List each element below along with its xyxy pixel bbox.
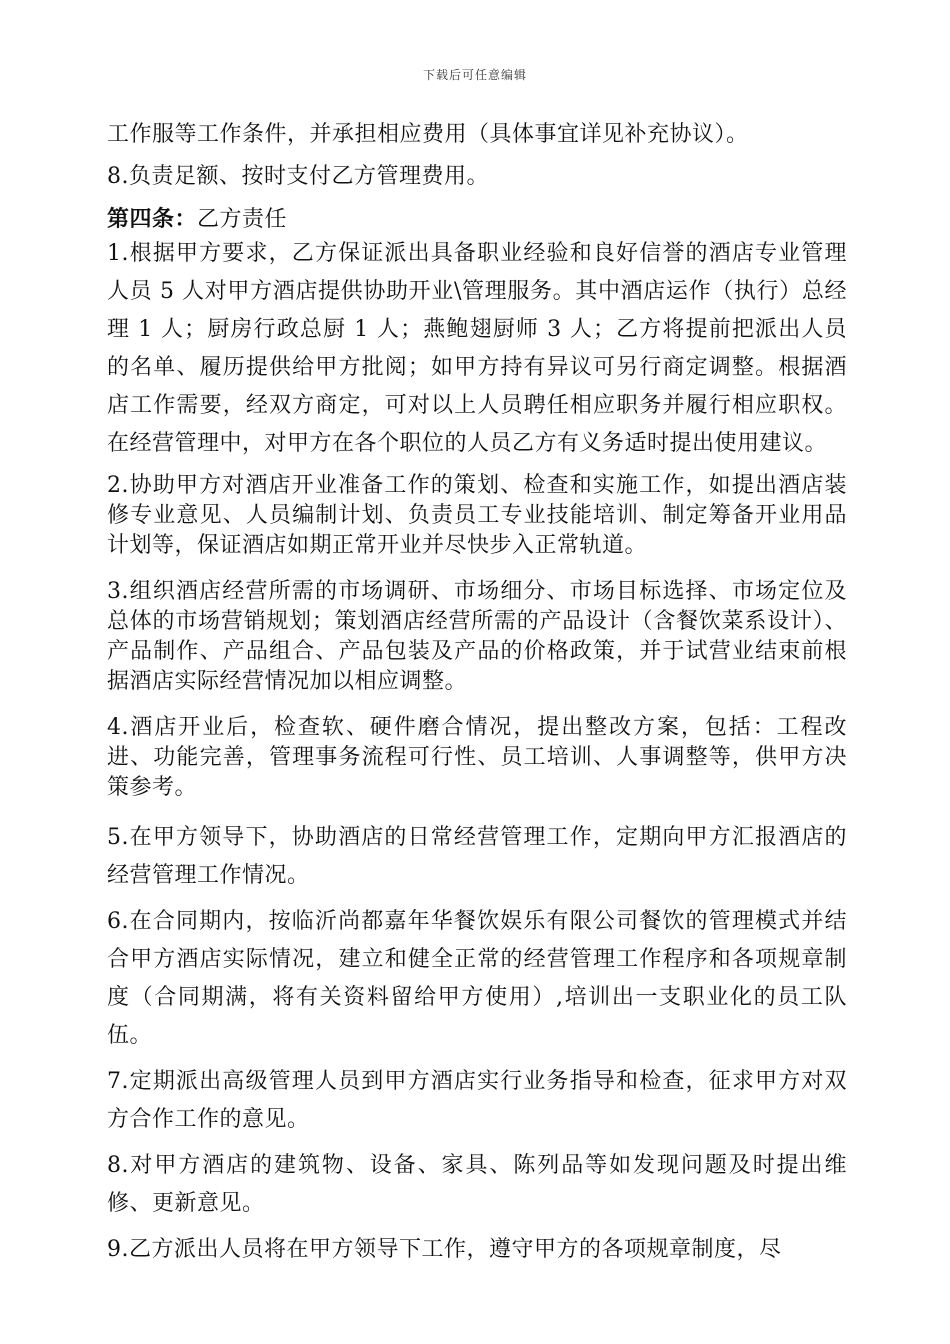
- clause-7: 7.定期派出高级管理人员到甲方酒店实行业务指导和检查，征求甲方对双方合作工作的意见。: [107, 1069, 847, 1132]
- clause-4: 4.酒店开业后，检查软、硬件磨合情况，提出整改方案，包括：工程改进、功能完善，管理事务流程可行性、员工培训、人事调整等，供甲方决策参考。: [107, 715, 847, 800]
- clause-6: 6.在合同期内，按临沂尚都嘉年华餐饮娱乐有限公司餐饮的管理模式并结合甲方酒店实际情况，建立和健全正常的经营管理工作程序和各项规章制度（合同期满，将有关资料留给甲方使用）,培训出一支职业化的员工队伍。: [107, 909, 847, 1048]
- clause-9: 9.乙方派出人员将在甲方领导下工作，遵守甲方的各项规章制度，尽: [107, 1237, 782, 1262]
- section-heading: [107, 204, 847, 235]
- document-body: [107, 120, 847, 1277]
- paragraph-item-8-payment: 8.负责足额、按时支付乙方管理费用。: [107, 164, 489, 189]
- paragraph-continued: 工作服等工作条件，并承担相应费用（具体事宜详见补充协议）。: [107, 122, 749, 147]
- section-title: 乙方责任: [197, 207, 288, 232]
- clause-5: 5.在甲方领导下，协助酒店的日常经营管理工作，定期向甲方汇报酒店的经营管理工作情况。: [107, 825, 847, 888]
- clause-3: 3.组织酒店经营所需的市场调研、市场细分、市场目标选择、市场定位及总体的市场营销规划；策划酒店经营所需的产品设计（含餐饮菜系设计）、产品制作、产品组合、产品包装及产品的价格政策，并于试营业结束前根据酒店实际经营情况加以相应调整。: [107, 579, 847, 694]
- clause-2: 2.协助甲方对酒店开业准备工作的策划、检查和实施工作，如提出酒店装修专业意见、人员编制计划、负责员工专业技能培训、制定筹备开业用品计划等，保证酒店如期正常开业并尽快步入正常轨道。: [107, 473, 847, 558]
- clause-8: 8.对甲方酒店的建筑物、设备、家具、陈列品等如发现问题及时提出维修、更新意见。: [107, 1153, 847, 1216]
- section-number: 第四条：: [107, 206, 198, 232]
- page-header: 下载后可任意编辑: [422, 68, 527, 82]
- clause-1: 1.根据甲方要求，乙方保证派出具备职业经验和良好信誉的酒店专业管理人员 5 人对甲方酒店提供协助开业\管理服务。其中酒店运作（执行）总经理 1 人；厨房行政总厨 1 人；燕鲍翅厨师 3 人；乙方将提前把派出人员的名单、履历提供给甲方批阅；如甲方持有异议可另行商定调整。根据酒店工作需要，经双方商定，可对以上人员聘任相应职务并履行相应职权。在经营管理中，对甲方在各个职位的人员乙方有义务适时提出使用建议。: [107, 241, 847, 456]
